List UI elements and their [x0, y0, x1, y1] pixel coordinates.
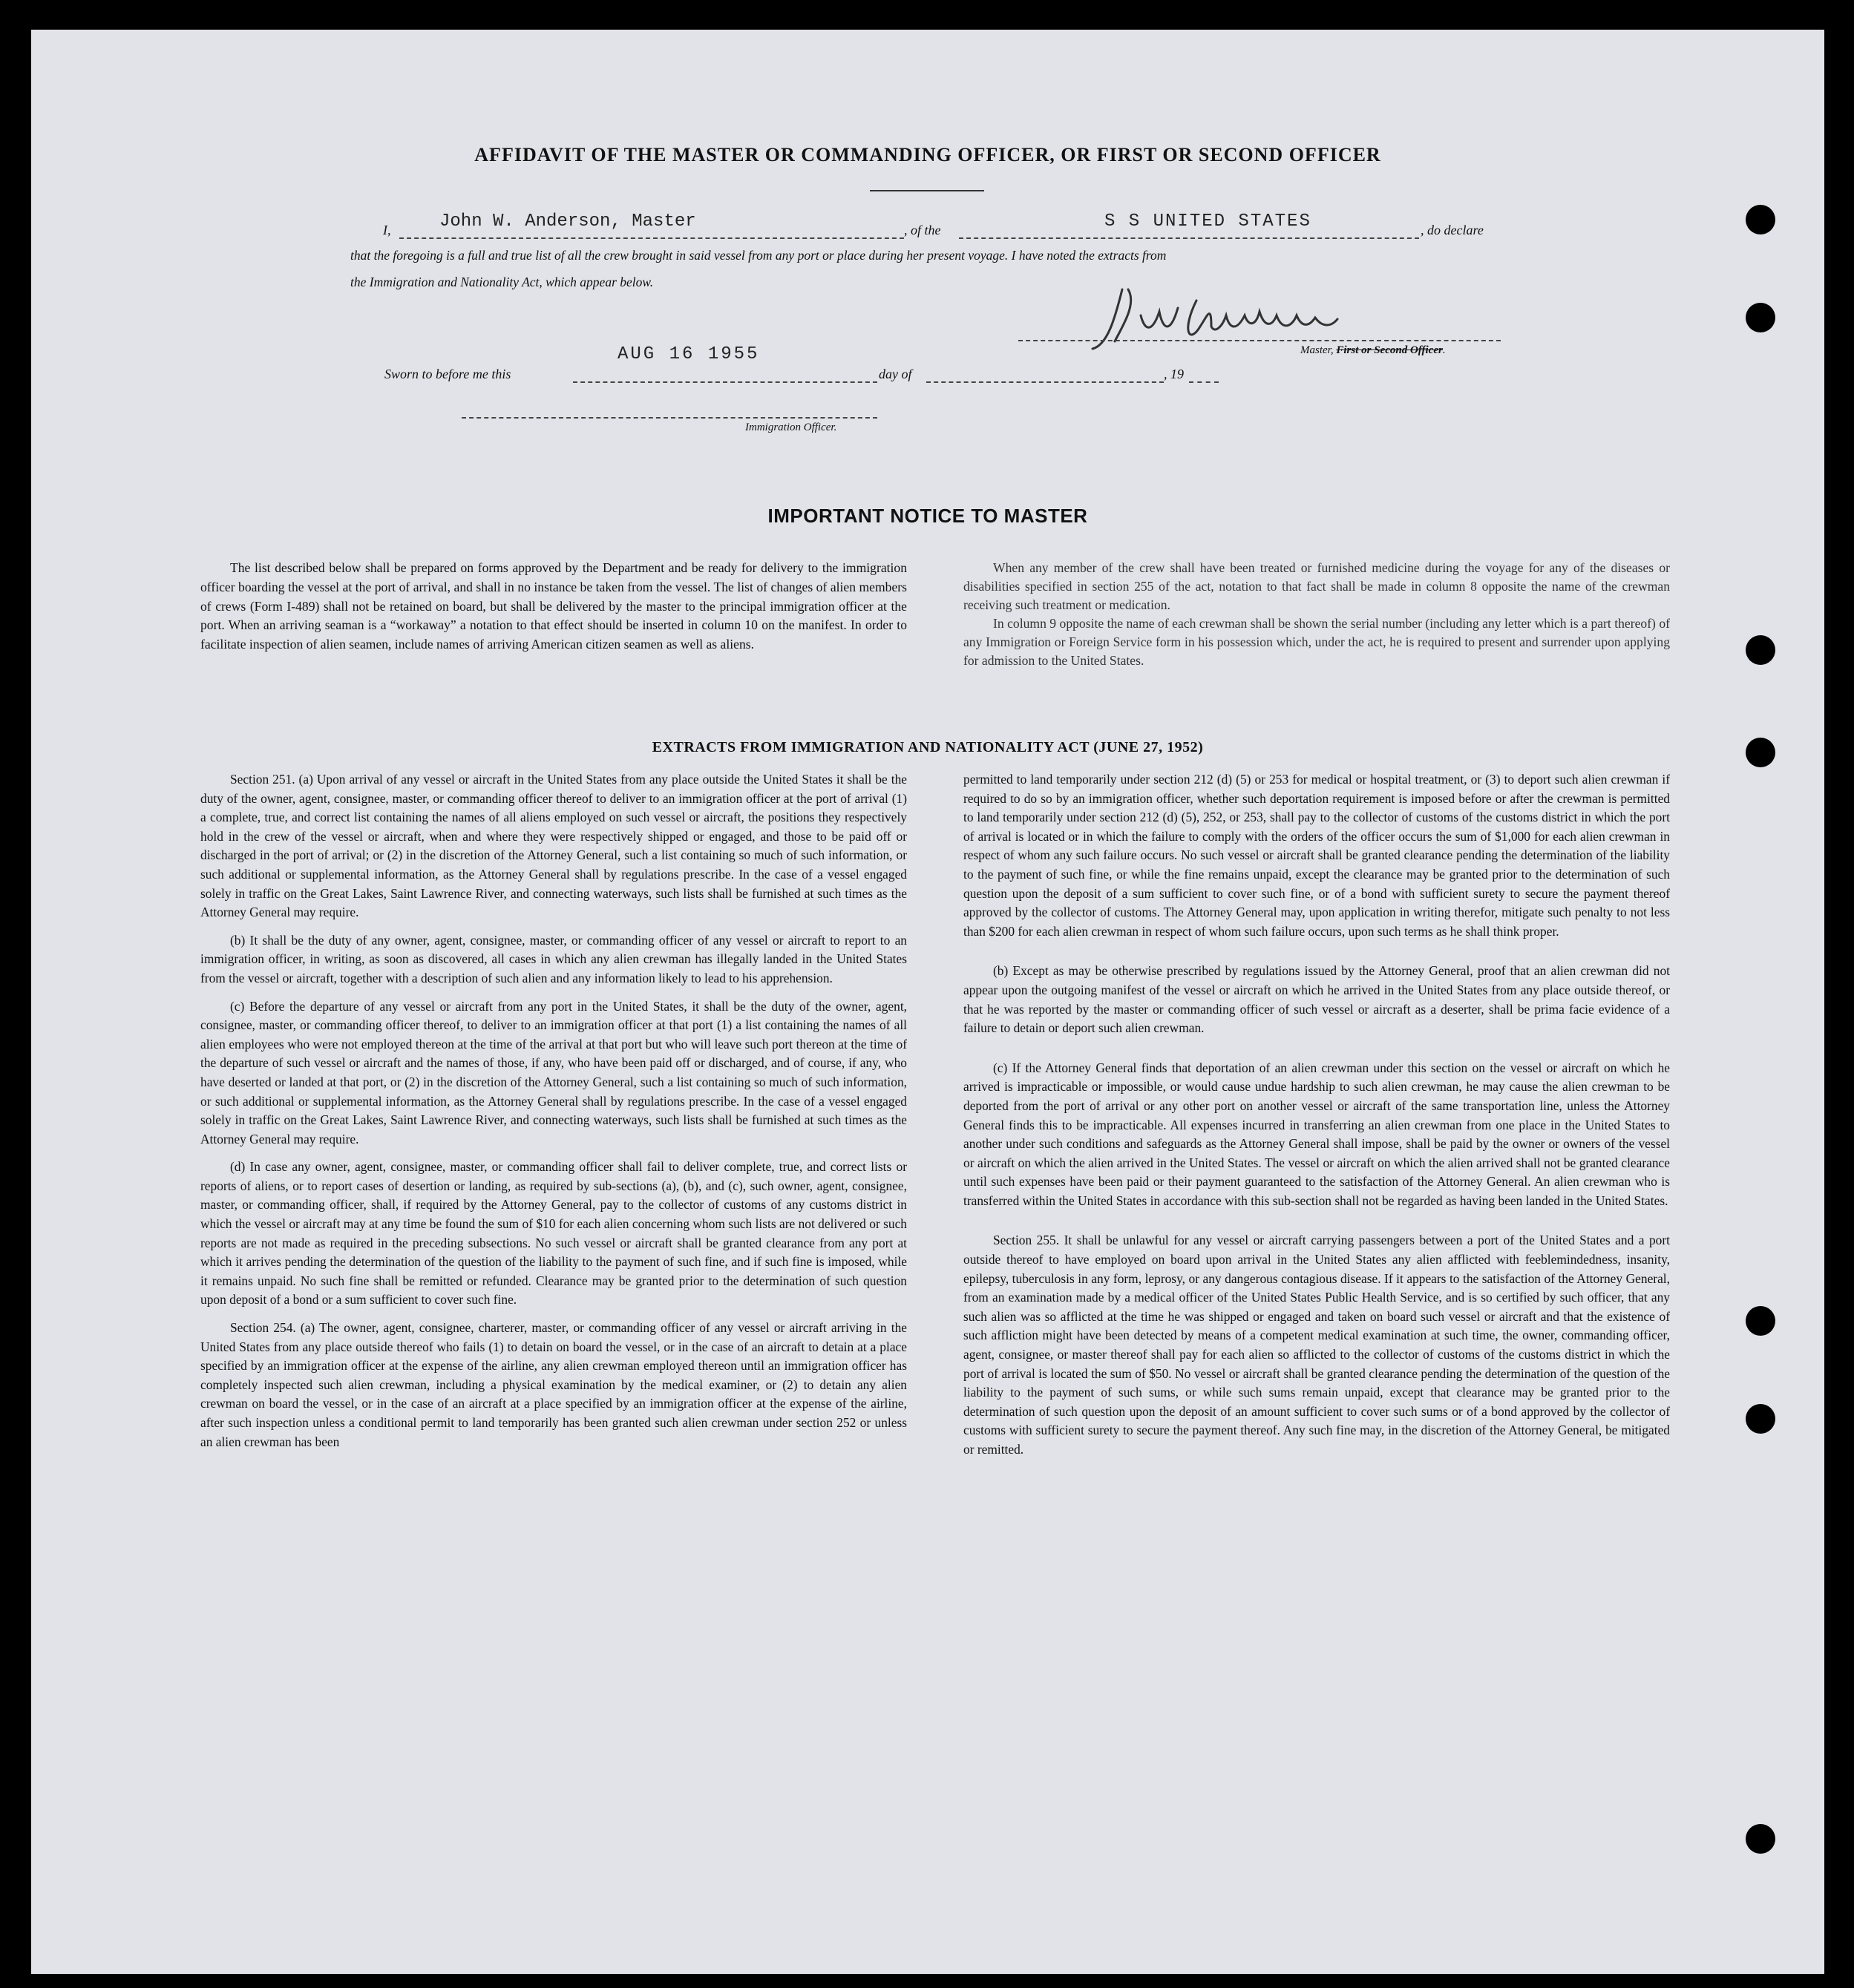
name-typed: John W. Anderson, Master [439, 211, 696, 232]
signature-caption: Master, First or Second Officer. [1300, 344, 1446, 356]
notice-right-column [963, 559, 1670, 679]
declaration-line-1: that the foregoing is a full and true list of all the crew brought in said vessel from any port or place during her present voyage. I have noted the extracts from [350, 248, 1167, 263]
declaration-line-2: the Immigration and Nationality Act, which appear below. [350, 275, 654, 289]
notice-right-paragraph-1: When any member of the crew shall have been treated or furnished medicine during the voyage for any of the diseases or disabilities specified in section 255 of the act, notation to that fact shall be made in column 8 opposite the name of the crewman receiving such treatment or medication. [963, 560, 1670, 612]
section-251-d: (d) In case any owner, agent, consignee, master, or commanding officer shall fail to deliver complete, true, and correct lists or reports of aliens, or to report cases of desertion or landing, as required by sub-sections (a), (b), and (c), such owner, agent, consignee, master, or commanding officer, shall, if required by the Attorney General, pay to the collector of customs of any customs district in which the vessel or aircraft may at any time be found the sum of $10 for each alien concerning whom such lists are not delivered or such reports are not made as required in the preceding subsections. No such vessel or aircraft shall be granted clearance from any port at which it arrives pending the determination of the question of the liability to the payment of such fine, and if such fine is imposed, while it remains unpaid. No such fine shall be remitted or refunded. Clearance may be granted prior to the determination of such question upon deposit of a bond or a sum sufficient to cover such fine. [200, 1159, 907, 1308]
i-label: I, [383, 223, 391, 237]
struck-label: First or Second Officer [1336, 344, 1443, 356]
extracts-title: EXTRACTS FROM IMMIGRATION AND NATIONALITY ACT (JUNE 27, 1952) [652, 739, 1204, 755]
binder-hole [1746, 205, 1775, 234]
year-label: , 19 [1164, 367, 1184, 381]
section-255: Section 255. It shall be unlawful for any vessel or aircraft carrying passengers between a port of the United States and a port outside thereof to have employed on board upon arrival in the United States any alien afflicted with feeblemindedness, insanity, epilepsy, tuberculosis in any form, leprosy, or any dangerous contagious disease. If it appears to the satisfaction of the Attorney General, from an examination made by a medical officer of the United States Public Health Service, and is so certified by such officer, that any such alien was so afflicted at the time he was shipped or engaged and taken on board such vessel or aircraft and that the existence of such affliction might have been detected by means of a competent medical examination at such time, the owner, commanding officer, agent, consignee, or master thereof shall pay for each alien so afflicted to the collector of customs of the customs district in which the port of arrival is located the sum of $50. No vessel or aircraft shall be granted clearance pending the determination of the question of the liability to the payment of such sums, or while such sums remain unpaid, except that clearance may be granted prior to the determination of such question upon the deposit of an amount sufficient to cover such sums or of a bond approved by the collector of customs with sufficient surety to secure the payment thereof. Any such fine may, in the discretion of the Attorney General, be mitigated or remitted. [963, 1233, 1670, 1457]
document-page [31, 30, 1824, 1974]
section-251-a: Section 251. (a) Upon arrival of any vessel or aircraft in the United States from any place outside the United States it shall be the duty of the owner, agent, consignee, master, or commanding officer thereof to deliver to an immigration officer at the port of arrival (1) a complete, true, and correct list containing the names of all aliens employed on such vessel or aircraft, the positions they respectively hold in the crew of the vessel or aircraft, when and where they were respectively shipped or engaged, and those to be paid off or discharged in the port of arrival; or (2) in the discretion of the Attorney General, such a list containing so much of such information, or such additional or supplemental information, as the Attorney General shall by regulations prescribe. In the case of a vessel engaged solely in traffic on the Great Lakes, Saint Lawrence River, and connecting waterways, such lists shall be furnished at such times as the Attorney General may require. [200, 772, 907, 920]
affidavit-title: AFFIDAVIT OF THE MASTER OR COMMANDING OFFICER, OR FIRST OR SECOND OFFICER [474, 144, 1381, 165]
notice-title: IMPORTANT NOTICE TO MASTER [767, 505, 1088, 527]
sworn-label: Sworn to before me this [384, 367, 511, 381]
date-stamp: AUG 16 1955 [618, 344, 760, 364]
section-254-b: (b) Except as may be otherwise prescribed by regulations issued by the Attorney General, proof that an alien crewman did not appear upon the outgoing manifest of the vessel or aircraft on which he arrived in the United States from any place outside thereof, or that he was reported by the master or commanding officer of such vessel or aircraft as a deserter, shall be prima facie evidence of a failure to detain or deport such alien crewman. [963, 963, 1670, 1036]
year-line [1189, 381, 1219, 383]
officer-line [462, 417, 877, 419]
title-underline [870, 190, 984, 191]
signature-line [1018, 340, 1501, 341]
section-254-a-continued: permitted to land temporarily under section 212 (d) (5) or 253 for medical or hospital treatment, or (3) to deport such alien crewman if required to do so by an immigration officer, whether such deportation requirement is imposed before or after the crewman is permitted to land temporarily under section 212 (d) (5), 252, or 253, shall pay to the collector of customs of the customs district in which the port of arrival is located or in which the failure to comply with the orders of the officer occurs the sum of $1,000 for each alien crewman in respect of whom any such failure occurs. No such vessel or aircraft shall be granted clearance pending the determination of the liability to the payment of such fine, or while the fine remains unpaid, except the clearance may be granted prior to the determination of such question upon the deposit of a sum sufficient to cover such fine, or of a bond with sufficient surety to secure the payment thereof approved by the collector of customs. The Attorney General may, upon application in writing therefor, mitigate such penalty to not less than $200 for each alien crewman in respect of whom such failure occurs, upon such terms as he shall think proper. [963, 772, 1670, 939]
extracts-right-column [963, 770, 1670, 1469]
notice-left-column [200, 559, 907, 663]
binder-hole [1746, 303, 1775, 332]
of-the-label: , of the [904, 223, 941, 237]
vessel-line [959, 237, 1419, 239]
master-label: Master, [1300, 344, 1337, 356]
do-declare-label: , do declare [1421, 223, 1484, 237]
day-of-label: day of [879, 367, 912, 381]
notice-left-paragraph: The list described below shall be prepared on forms approved by the Department and be ready for delivery to the immigration officer boarding the vessel at the port of arrival, and shall in no instance be taken from the vessel. The list of changes of alien members of crews (Form I-489) shall not be retained on board, but shall be delivered by the master to the principal immigration officer at the port. When an arriving seaman is a “workaway” a notation to that effect should be inserted in column 10 on the manifest. In order to facilitate inspection of alien seamen, include names of arriving American citizen seamen as well as aliens. [200, 560, 907, 652]
extracts-left-column [200, 770, 907, 1460]
sworn-month-line [926, 381, 1164, 383]
binder-hole [1746, 1306, 1775, 1336]
immigration-officer-label: Immigration Officer. [745, 421, 837, 433]
notice-right-paragraph-2: In column 9 opposite the name of each crewman shall be shown the serial number (including any letter which is a part thereof) of any Immigration or Foreign Service form in his possession which, under the act, he is required to present and surrender upon applying for admission to the United States. [963, 616, 1670, 668]
vessel-typed: S S UNITED STATES [1104, 211, 1311, 232]
binder-hole [1746, 635, 1775, 665]
section-251-b: (b) It shall be the duty of any owner, agent, consignee, master, or commanding officer of any vessel or aircraft to report to an immigration officer, in writing, as soon as discovered, all cases in which any alien crewman has illegally landed in the United States from the vessel or aircraft, together with a description of such alien and any information likely to lead to his apprehension. [200, 932, 907, 985]
binder-hole [1746, 1404, 1775, 1434]
section-254-c: (c) If the Attorney General finds that deportation of an alien crewman under this section on the vessel or aircraft on which he arrived is impracticable or impossible, or would cause undue hardship to such alien crewman, he may cause the alien crewman to be deported from the port of arrival or any other port on another vessel or aircraft of the same transportation line, unless the Attorney General finds this to be impracticable. All expenses incurred in transferring an alien crewman from one place in the United States to another under such conditions and safeguards as the Attorney General shall impose, shall be paid by the owner or owners of the vessel or aircraft on which the alien arrived in the United States. The vessel or aircraft on which the alien arrived shall not be granted clearance until such expenses have been paid or their payment guaranteed to the satisfaction of the Attorney General. An alien crewman who is transferred within the United States in accordance with this sub-section shall not be regarded as having been landed in the United States. [963, 1060, 1670, 1208]
section-254-a: Section 254. (a) The owner, agent, consignee, charterer, master, or commanding officer of any vessel or aircraft arriving in the United States from any place outside thereof who fails (1) to detain on board the vessel, or in the case of an aircraft to detain at a place specified by an immigration officer at the expense of the airline, any alien crewman employed thereon until an immigration officer has completely inspected such alien crewman, including a physical examination by the medical examiner, or (2) to detain any alien crewman on board the vessel, or in the case of an aircraft at a place specified by an immigration officer at the expense of the airline, after such inspection unless a conditional permit to land temporarily has been granted such alien crewman under section 252 or unless an alien crewman has been [200, 1320, 907, 1449]
section-251-c: (c) Before the departure of any vessel or aircraft from any port in the United States, it shall be the duty of the owner, agent, consignee, master, or commanding officer thereof, to deliver to an immigration officer at that port (1) a list containing the names of all alien employees who were not employed thereon at the time of the arrival at that port but who will leave such port thereon at the time of the departure of such vessel or aircraft and the names of those, if any, who have been paid off or discharged, and of course, if any, who have deserted or landed at that port, or (2) in the discretion of the Attorney General, such a list containing so much of such information, or such additional or supplemental information, as the Attorney General shall by regulations prescribe. In the case of a vessel engaged solely in traffic on the Great Lakes, Saint Lawrence River, and connecting waterways, such lists shall be furnished at such times as the Attorney General may require. [200, 998, 907, 1146]
name-line [399, 237, 904, 239]
binder-hole [1746, 1824, 1775, 1854]
sworn-day-line [573, 381, 877, 383]
